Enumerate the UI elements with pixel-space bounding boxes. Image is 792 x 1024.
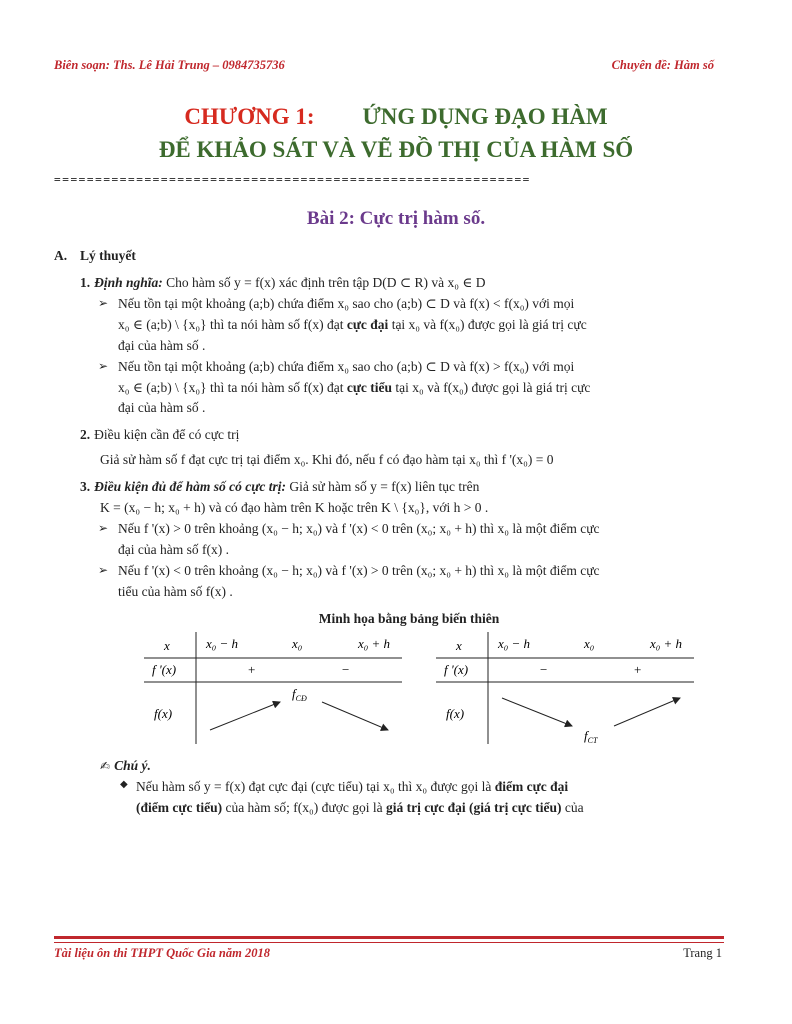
chapter-title-line1: ỨNG DỤNG ĐẠO HÀM: [362, 104, 608, 129]
table-right-arrow-down: [502, 698, 572, 726]
table-left: [144, 632, 402, 744]
table-left-fp-label: f '(x): [152, 661, 177, 677]
table-right-x2: x₀: [584, 635, 595, 651]
table-right-x3: x₀ + h: [650, 635, 683, 651]
arrow-bullet-icon: ➢: [98, 295, 109, 310]
table-left-x2: x₀: [292, 635, 303, 651]
page-number: Trang 1: [683, 946, 722, 960]
table-right-fp-label: f '(x): [444, 661, 469, 677]
item-3-text: K = (x₀ − h; x₀ + h) và có đạo hàm trên K hoặc trên K \ {x₀}, với h > 0 .: [100, 500, 489, 516]
table-left-sign1: +: [248, 661, 256, 677]
item-3-heading: 3. Điều kiện đủ để hàm số có cực trị: Giả sử hàm số y = f(x) liên tục trên: [80, 479, 480, 495]
variation-tables-svg: [144, 632, 724, 750]
note-bullet: ◆ Nếu hàm số y = f(x) đạt cực đại (cực tiểu) tại x₀ thì x₀ được gọi là điểm cực đại (điểm cực tiểu) của hàm số; f(x₀) được gọi là giá trị cực đại (giá trị cực tiểu) của: [120, 778, 584, 815]
header-author: Biên soạn: Ths. Lê Hải Trung – 0984735736: [54, 58, 285, 72]
diamond-bullet-icon: ◆: [120, 778, 128, 790]
table-right-extremum: $f_{CT}$: [584, 727, 598, 745]
table-right: [436, 632, 694, 745]
chapter-title-line2: ĐỂ KHẢO SÁT VÀ VẼ ĐỒ THỊ CỦA HÀM SỐ: [158, 137, 634, 163]
table-right-f-label: f(x): [446, 705, 465, 721]
table-left-x1: x₀ − h: [206, 635, 239, 651]
table-left-x-label: x: [164, 637, 170, 653]
item-2-heading: 2. Điều kiện cần để có cực trị: [80, 427, 240, 443]
table-right-x1: x₀ − h: [498, 635, 531, 651]
footer-rule-thin: [54, 942, 724, 943]
chapter-label: CHƯƠNG 1:: [184, 104, 315, 129]
item-3-bullet-max: ➢ Nếu f '(x) > 0 trên khoảng (x₀ − h; x₀) và f '(x) < 0 trên (x₀; x₀ + h) thì x₀ là một điểm cực đại của hàm số f(x) .: [98, 521, 600, 557]
table-caption: Minh họa bằng bảng biến thiên: [318, 610, 500, 626]
table-right-x-label: x: [456, 637, 462, 653]
header-topic: Chuyên đề: Hàm số: [611, 58, 714, 72]
item-1-bullet-min: ➢ Nếu tồn tại một khoảng (a;b) chứa điểm x₀ sao cho (a;b) ⊂ D và f(x) > f(x₀) với mọi x₀ ∈ (a;b) \ {x₀} thì ta nói hàm số f(x) đạt cực tiểu tại x₀ và f(x₀) được gọi là giá trị cực đại của hàm số .: [98, 358, 591, 416]
pen-icon: ✍: [100, 758, 111, 773]
arrow-bullet-icon: ➢: [98, 521, 109, 536]
item-2-text: Giả sử hàm số f đạt cực trị tại điểm x₀. Khi đó, nếu f có đạo hàm tại x₀ thì f '(x₀) = 0: [100, 452, 554, 468]
table-left-sign2: −: [342, 661, 350, 677]
arrow-bullet-icon: ➢: [98, 358, 109, 373]
item-1-definition: 1. Định nghĩa: Cho hàm số y = f(x) xác định trên tập D(D ⊂ R) và x₀ ∈ D: [80, 274, 486, 290]
variation-tables: [144, 632, 724, 750]
footer-rule-thick: [54, 936, 724, 939]
table-right-sign1: −: [540, 661, 548, 677]
item-1-bullet-max: ➢ Nếu tồn tại một khoảng (a;b) chứa điểm x₀ sao cho (a;b) ⊂ D và f(x) < f(x₀) với mọi x₀ ∈ (a;b) \ {x₀} thì ta nói hàm số f(x) đạt cực đại tại x₀ và f(x₀) được gọi là giá trị cực đại của hàm số .: [98, 295, 587, 353]
table-right-arrow-up: [614, 698, 680, 726]
separator-line: ==========================================================: [54, 175, 531, 185]
table-left-arrow-down: [322, 702, 388, 730]
table-left-extremum: $f_{CĐ}$: [292, 685, 307, 703]
arrow-bullet-icon: ➢: [98, 562, 109, 577]
table-left-f-label: f(x): [154, 705, 173, 721]
main-content: [54, 246, 724, 818]
item-3-bullet-min: ➢ Nếu f '(x) < 0 trên khoảng (x₀ − h; x₀) và f '(x) > 0 trên (x₀; x₀ + h) thì x₀ là một điểm cực tiểu của hàm số f(x) .: [98, 562, 600, 599]
note-heading: ✍ Chú ý.: [100, 757, 151, 773]
table-left-x3: x₀ + h: [358, 635, 391, 651]
section-a-heading: A. Lý thuyết: [54, 248, 136, 263]
lesson-title: Bài 2: Cực trị hàm số.: [306, 208, 486, 229]
footer-text: Tài liệu ôn thi THPT Quốc Gia năm 2018: [54, 946, 270, 960]
table-right-sign2: +: [634, 661, 642, 677]
chapter-heading: [0, 100, 792, 167]
table-left-arrow-up: [210, 702, 280, 730]
